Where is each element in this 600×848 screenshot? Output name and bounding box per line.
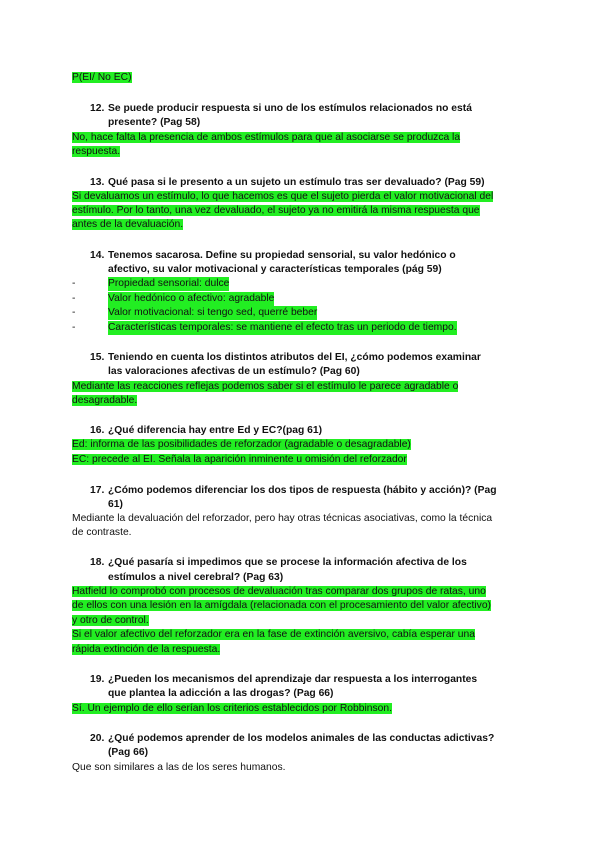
- question-17-cont: 61): [108, 499, 123, 510]
- answer-16-line: EC: precede al EI. Señala la aparición inminente u omisión del reforzador: [72, 454, 407, 465]
- dash-marker: -: [72, 322, 76, 333]
- answer-18-line: rápida extinción de la respuesta.: [72, 644, 221, 655]
- answer-18-line: Hatfield lo comprobó con procesos de devaluación tras comparar dos grupos de ratas, uno: [72, 586, 486, 597]
- answer-17-line: de contraste.: [72, 527, 132, 538]
- question-15-cont: las valoraciones afectivas de un estímulo? (Pag 60): [108, 366, 360, 377]
- question-18-cont: estímulos a nivel cerebral? (Pag 63): [108, 572, 284, 583]
- answer-15-line: Mediante las reacciones reflejas podemos saber si el estímulo le parece agradable o: [72, 381, 459, 392]
- answer-18-line: y otro de control.: [72, 615, 149, 626]
- answer-13-line: estímulo. Por lo tanto, una vez devaluado, el sujeto ya no emitirá la misma respuesta que: [72, 205, 480, 216]
- answer-13-line: Si devaluamos un estímulo, lo que hacemos es que el sujeto pierda el valor motivacional del: [72, 191, 494, 202]
- question-19-cont: que plantea la adicción a las drogas? (Pag 66): [108, 688, 334, 699]
- question-12-cont: presente? (Pag 58): [108, 117, 201, 128]
- dash-marker: -: [72, 293, 76, 304]
- document-page: P(EI/ No EC) 12. Se puede producir respuesta si uno de los estímulos relacionados no está presente? (Pag 58) No, hace falta la presencia de ambos estímulos para que al asociarse se produzca la respuesta. 13. Qué pasa si le presento a un sujeto un estímulo tras ser devaluado? (Pag 59) Si devaluamos un estímulo, lo que hacemos es que el sujeto pierda el valor motivacional del estímulo. Por lo tanto, una vez devaluado, el sujeto ya no emitirá la misma respuesta que antes de la devaluación. 14. Tenemos sacarosa. Define su propiedad sensorial, su valor hedónico o afectivo, su valor motivacional y características temporales (pág 59) - Propiedad sensorial: dulce - Valor hedónico o afectivo: agradable - Valor motivacional: si tengo sed, querré beber - Características temporales: se mantiene el efecto tras un periodo de tiempo. 15. Teniendo en cuenta los distintos atributos del EI, ¿cómo podemos examinar las valoraciones afectivas de un estímulo? (Pag 60) Mediante las reacciones reflejas podemos saber si el estímulo le parece agradable o desagradable. 16. ¿Qué diferencia hay entre Ed y EC?(pag 61) Ed: informa de las posibilidades de reforzador (agradable o desagradable) EC: precede al EI. Señala la aparición inminente u omisión del reforzador 17. ¿Cómo podemos diferenciar los dos tipos de respuesta (hábito y acción)? (Pag 61) Mediante la devaluación del reforzador, pero hay otras técnicas asociativas, como la técnica de contraste. 18. ¿Qué pasaría si impedimos que se procese la información afectiva de los estímulos a nivel cerebral? (Pag 63) Hatfield lo comprobó con procesos de devaluación tras comparar dos grupos de ratas, uno de ellos con una lesión en la amígdala (relacionada con el procesamiento del valor afectivo) y otro de control. Si el valor afectivo del reforzador era en la fase de extinción aversivo, cabía esperar una rápida extinción de la respuesta. 19. ¿Pueden los mecanismos del aprendizaje dar respuesta a los interrogantes que plantea la adicción a las drogas? (Pag 66) Sí. Un ejemplo de ello serían los criterios establecidos por Robbinson. 20. ¿Qué podemos aprender de los modelos animales de las conductas adictivas? (Pag 66) Que son similares a las de los seres humanos.: [72, 72, 497, 773]
- question-20-cont: (Pag 66): [108, 747, 149, 758]
- answer-19-line: Sí. Un ejemplo de ello serían los criterios establecidos por Robbinson.: [72, 703, 392, 714]
- answer-17-line: Mediante la devaluación del reforzador, pero hay otras técnicas asociativas, como la técnica: [72, 513, 493, 524]
- dash-marker: -: [72, 307, 76, 318]
- answer-16-line: Ed: informa de las posibilidades de reforzador (agradable o desagradable): [72, 439, 411, 450]
- answer-12-line: respuesta.: [72, 146, 121, 157]
- intro-line: P(EI/ No EC): [72, 72, 132, 83]
- answer-12-line: No, hace falta la presencia de ambos estímulos para que al asociarse se produzca la: [72, 132, 461, 143]
- answer-15-line: desagradable.: [72, 395, 138, 406]
- dash-marker: -: [72, 278, 76, 289]
- answer-18-line: de ellos con una lesión en la amígdala (relacionada con el procesamiento del valor afectivo): [72, 600, 491, 611]
- answer-13-line: antes de la devaluación.: [72, 219, 184, 230]
- answer-20-line: Que son similares a las de los seres humanos.: [72, 762, 286, 773]
- question-14-cont: afectivo, su valor motivacional y características temporales (pág 59): [108, 264, 442, 275]
- answer-18-line: Si el valor afectivo del reforzador era en la fase de extinción aversivo, cabía esperar una: [72, 629, 475, 640]
